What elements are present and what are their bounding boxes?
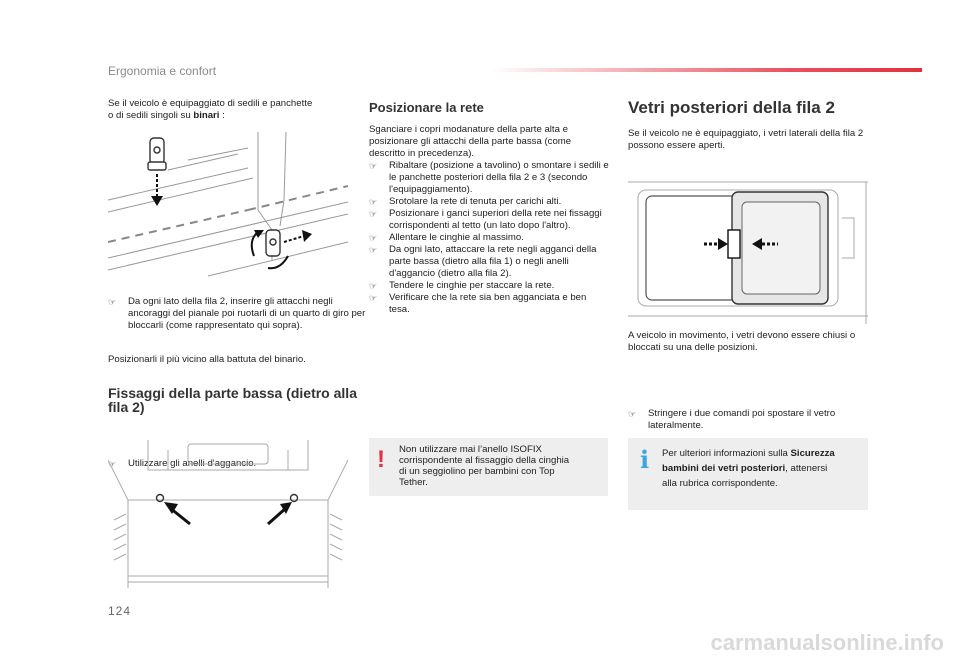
heading-position-net: Posizionare la rete — [369, 100, 484, 115]
net-step — [369, 160, 609, 196]
net-step — [369, 232, 609, 244]
info-box — [628, 438, 868, 510]
heading-rear-windows: Vetri posteriori della fila 2 — [628, 98, 835, 117]
net-steps-list — [369, 160, 609, 316]
net-step-text: Tendere le cinghie per staccare la rete. — [389, 280, 555, 291]
net-step — [369, 244, 609, 280]
bullet-arrow-icon: ☞ — [369, 245, 378, 255]
sliding-window-illustration — [628, 178, 870, 324]
position-text: Posizionarli il più vicino alla battuta del binario. — [108, 354, 306, 365]
moving-text: A veicolo in movimento, i vetri devono essere chiusi o bloccati su una delle posizioni. — [628, 330, 856, 353]
net-step — [369, 280, 609, 292]
net-step-text: Ribaltare (posizione a tavolino) o smontare i sedili e le panchette posteriori della fila 2 e 3 (secondo l'equipaggiamento). — [389, 160, 609, 195]
net-step-text: Da ogni lato, attaccare la rete negli agganci della parte bassa (dietro alla fila 1) o negli anelli d'aggancio (dietro alla fila 2). — [389, 244, 597, 279]
bullet-rail-anchors — [108, 296, 368, 332]
bullet-arrow-icon: ☞ — [369, 209, 378, 219]
net-step-text: Posizionare i ganci superiori della rete nei fissaggi corrispondenti al tetto (un lato dopo l'altro). — [389, 208, 602, 231]
col1-intro-bold: binari — [193, 110, 220, 121]
net-step — [369, 196, 609, 208]
info-text-bold: Sicurezza bambini dei vetri posteriori — [662, 448, 835, 474]
bullet-arrow-icon: ☞ — [108, 459, 117, 469]
section-title: Ergonomia e confort — [108, 64, 217, 78]
bullet-arrow-icon: ☞ — [628, 409, 637, 419]
exclamation-icon: ! — [377, 446, 385, 473]
net-step-text: Verificare che la rete sia ben agganciata e ben tesa. — [389, 292, 587, 315]
bullet-rings-text: Utilizzare gli anelli d'aggancio. — [128, 458, 257, 469]
bullet-arrow-icon: ☞ — [369, 293, 378, 303]
bullet-arrow-icon: ☞ — [108, 297, 117, 307]
col1-intro — [108, 98, 318, 122]
net-step — [369, 292, 609, 316]
bullet-window-controls — [628, 408, 888, 432]
warning-text: Non utilizzare mai l’anello ISOFIX corrispondente al fissaggio della cinghia di un seggiolino per bambini con Top Tether. — [399, 444, 570, 488]
info-text-after: , attenersi alla rubrica corrispondente. — [662, 463, 828, 489]
header-accent-bar — [490, 68, 922, 72]
bullet-window-text: Stringere i due comandi poi spostare il vetro lateralmente. — [648, 408, 836, 431]
watermark-text: carmanualsonline.info — [710, 630, 944, 655]
info-text — [662, 446, 838, 491]
net-step-text: Allentare le cinghie al massimo. — [389, 232, 524, 243]
bullet-arrow-icon: ☞ — [369, 197, 378, 207]
bullet-rail-text: Da ogni lato della fila 2, inserire gli attacchi negli ancoraggi del pianale poi ruotarli di un quarto di giro per bloccarli (come rappresentato qui sopra). — [128, 296, 366, 331]
rail-anchor-illustration — [108, 130, 348, 278]
bullet-arrow-icon: ☞ — [369, 161, 378, 171]
net-intro: Sganciare i copri modanature della parte alta e posizionare gli attacchi della parte bassa (come descritto in precedenza). — [369, 124, 572, 159]
net-step — [369, 208, 609, 232]
bullet-arrow-icon: ☞ — [369, 281, 378, 291]
bullet-arrow-icon: ☞ — [369, 233, 378, 243]
floor-rings-illustration — [108, 440, 348, 588]
info-text-before: Per ulteriori informazioni sulla — [662, 448, 791, 459]
page-number: 124 — [108, 604, 132, 618]
info-i-icon: i — [640, 445, 650, 474]
heading-lower-fixings: Fissaggi della parte bassa (dietro alla fila 2) — [108, 385, 357, 415]
warning-box — [369, 438, 608, 496]
col1-intro-after: : — [219, 110, 225, 121]
net-step-text: Srotolare la rete di tenuta per carichi alti. — [389, 196, 562, 207]
col1-intro-text: Se il veicolo è equipaggiato di sedili e panchette o di sedili singoli su — [108, 98, 313, 121]
windows-intro: Se il veicolo ne è equipaggiato, i vetri laterali della fila 2 possono essere aperti. — [628, 128, 864, 151]
